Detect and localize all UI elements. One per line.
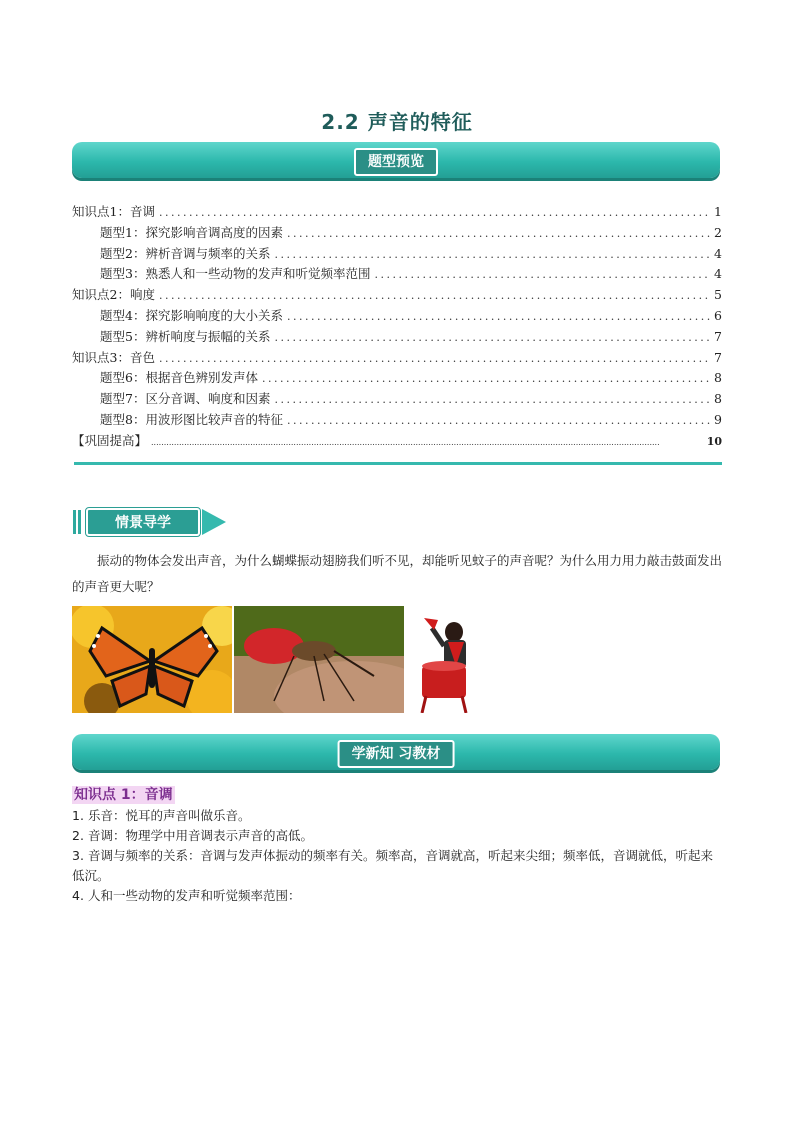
toc-page-number: 4 [714,245,722,261]
overview-banner-label: 题型预览 [354,148,438,176]
toc-page-number: 2 [714,224,722,240]
toc-item[interactable] [72,223,722,244]
toc-leader-dots [262,372,710,385]
toc-leader-dots [159,352,710,365]
toc-page-number: 5 [714,287,722,303]
toc-leader-dots [274,393,710,406]
list-item: 1. 乐音：悦耳的声音叫做乐音。 [72,808,251,823]
toc-leader-dots [151,438,703,447]
toc-item[interactable] [72,264,722,285]
toc-page-number: 10 [706,434,722,448]
list-item: 4. 人和一些动物的发声和听觉频率范围： [72,888,301,903]
banner-bars-icon [72,508,86,536]
toc-page-number: 6 [714,307,722,323]
toc-item[interactable] [72,348,722,369]
toc-item[interactable] [72,389,722,410]
toc-leader-dots [159,289,710,302]
toc-page-number: 7 [714,328,722,344]
table-of-contents [72,202,722,452]
scene-banner [72,508,232,536]
knowledge-point-heading: 知识点 1：音调 [74,787,173,803]
overview-banner [72,142,720,178]
toc-page-number: 8 [714,370,722,386]
toc-item-label: 【巩固提高】 [72,432,148,448]
arrow-icon [202,509,226,535]
toc-item-label: 题型4：探究影响响度的大小关系 [100,307,283,323]
page-title: 2.2 声音的特征 [321,110,473,134]
study-banner [72,734,720,770]
toc-item-label: 题型5：辨析响度与振幅的关系 [100,328,271,344]
toc-item-label: 题型7：区分音调、响度和因素 [100,391,271,407]
toc-page-number: 4 [714,266,722,282]
toc-item-label: 题型6：根据音色辨别发声体 [100,370,258,386]
toc-divider [74,462,722,465]
toc-item-label: 题型1：探究影响音调高度的因素 [100,224,283,240]
toc-item-label: 知识点1：音调 [72,204,155,219]
toc-item[interactable] [72,202,722,223]
toc-leader-dots [274,248,710,261]
toc-item[interactable] [72,327,722,348]
toc-item-label: 题型8：用波形图比较声音的特征 [100,411,283,427]
scene-banner-label: 情景导学 [86,508,200,536]
toc-item[interactable] [72,306,722,327]
toc-item-label: 题型2：辨析音调与频率的关系 [100,245,271,261]
butterfly-image [72,606,232,713]
toc-leader-dots [274,331,710,344]
toc-page-number: 1 [714,204,722,219]
toc-item[interactable] [72,244,722,265]
toc-leader-dots [287,414,710,427]
toc-leader-dots [374,268,710,281]
toc-leader-dots [287,310,710,323]
toc-page-number: 7 [714,349,722,365]
study-banner-label: 学新知 习教材 [338,740,455,768]
toc-item[interactable] [72,410,722,431]
toc-page-number: 8 [714,391,722,407]
toc-leader-dots [287,227,710,240]
toc-leader-dots [159,206,710,219]
mosquito-image [234,606,404,713]
toc-item-label: 知识点2：响度 [72,287,155,303]
toc-item[interactable] [72,431,722,452]
toc-item-label: 知识点3：音色 [72,349,155,365]
toc-page-number: 9 [714,411,722,427]
toc-item[interactable] [72,285,722,306]
list-item: 2. 音调：物理学中用音调表示声音的高低。 [72,828,314,843]
toc-item-label: 题型3：熟悉人和一些动物的发声和听觉频率范围 [100,266,371,282]
toc-item[interactable] [72,368,722,389]
scene-paragraph: 振动的物体会发出声音，为什么蝴蝶振动翅膀我们听不见，却能听见蚊子的声音呢？为什么用力用力敲击鼓面发出的声音更大呢？ [72,553,723,594]
list-item: 3. 音调与频率的关系：音调与发声体振动的频率有关。频率高，音调就高，听起来尖细；频率低，音调就低，听起来低沉。 [72,848,714,883]
drummer-image [404,606,492,713]
